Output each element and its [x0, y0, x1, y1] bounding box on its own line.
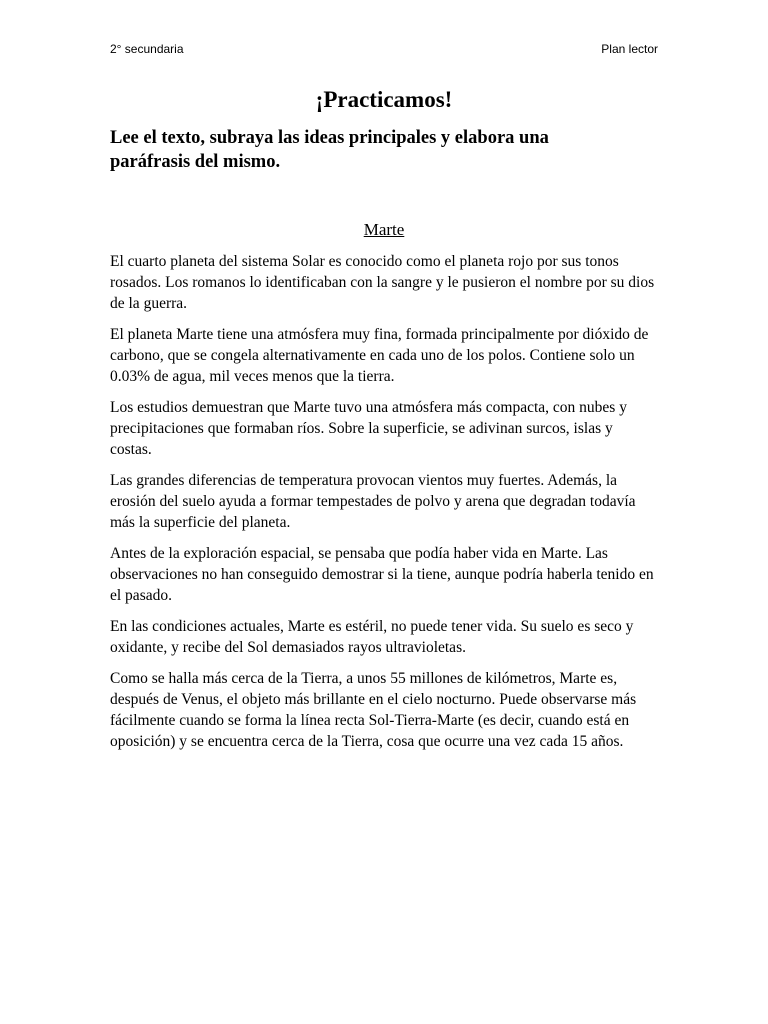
paragraph-1: El cuarto planeta del sistema Solar es conocido como el planeta rojo por sus tonos rosados. Los romanos lo identificaban con la sangre y le pusieron el nombre por su dios de la guerra.: [110, 253, 655, 312]
paragraph-3: Los estudios demuestran que Marte tuvo una atmósfera más compacta, con nubes y precipitaciones que formaban ríos. Sobre la superficie, se adivinan surcos, islas y costas.: [110, 399, 627, 458]
instructions: Lee el texto, subraya las ideas principales y elabora una paráfrasis del mismo.: [110, 128, 549, 172]
paragraph-2: El planeta Marte tiene una atmósfera muy fina, formada principalmente por dióxido de carbono, que se congela alternativamente en cada uno de los polos. Contiene solo un 0.03% de agua, mil veces menos que la tierra.: [110, 326, 649, 385]
page-title: ¡Practicamos!: [315, 87, 453, 112]
paragraph-5: Antes de la exploración espacial, se pensaba que podía haber vida en Marte. Las observaciones no han conseguido demostrar si la tiene, aunque podría haberla tenido en el pasado.: [110, 545, 654, 604]
paragraph-7: Como se halla más cerca de la Tierra, a unos 55 millones de kilómetros, Marte es, después de Venus, el objeto más brillante en el cielo nocturno. Puede observarse más fácilmente cuando se forma la línea recta Sol-Tierra-Marte (es decir, cuando está en oposición) y se encuentra cerca de la Tierra, cosa que ocurre una vez cada 15 años.: [110, 670, 637, 750]
page-header: [110, 42, 658, 56]
paragraph-6: En las condiciones actuales, Marte es estéril, no puede tener vida. Su suelo es seco y oxidante, y recibe del Sol demasiados rayos ultravioletas.: [110, 618, 634, 656]
header-program: Plan lector: [601, 42, 658, 56]
reading-text: [110, 251, 658, 762]
text-title: Marte: [363, 220, 405, 239]
header-grade: 2° secundaria: [110, 42, 184, 56]
paragraph-4: Las grandes diferencias de temperatura provocan vientos muy fuertes. Además, la erosión del suelo ayuda a formar tempestades de polvo y arena que degradan todavía más la superficie del planeta.: [110, 472, 636, 531]
